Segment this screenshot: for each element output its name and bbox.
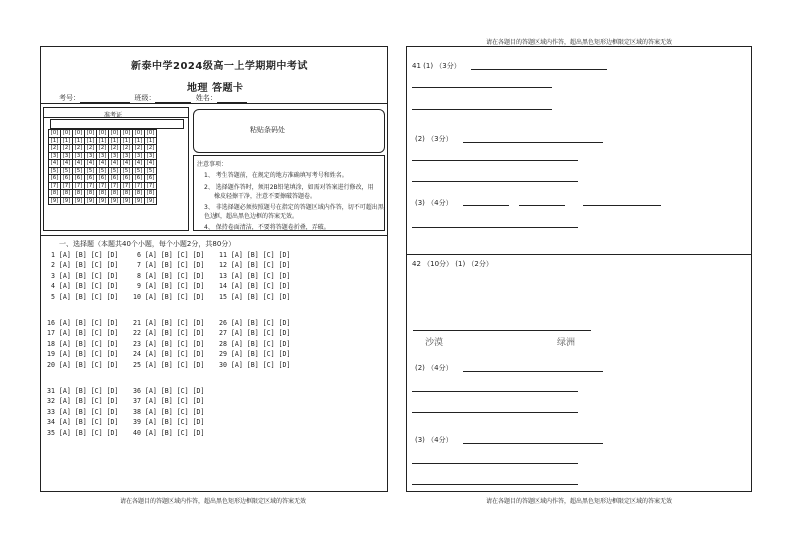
digit-bubble[interactable]: [1]: [121, 137, 133, 145]
mcq-question-3[interactable]: 3 [A] [B] [C] [D]: [47, 271, 119, 280]
mcq-question-38[interactable]: 38 [A] [B] [C] [D]: [133, 407, 205, 416]
mcq-question-10[interactable]: 10 [A] [B] [C] [D]: [133, 292, 205, 301]
mcq-question-26[interactable]: 26 [A] [B] [C] [D]: [219, 319, 291, 327]
digit-bubble[interactable]: [6]: [109, 175, 121, 183]
q42-line4[interactable]: [463, 443, 603, 444]
mcq-question-24[interactable]: 24 [A] [B] [C] [D]: [133, 350, 205, 359]
section-divider: [41, 235, 387, 236]
digit-bubble[interactable]: [8]: [109, 190, 121, 198]
note-3b: 框，超出黑色边框的答案无效。: [214, 213, 299, 220]
digit-bubble[interactable]: [4]: [109, 160, 121, 168]
digit-bubble[interactable]: [4]: [61, 160, 73, 168]
digit-bubble[interactable]: [0]: [121, 130, 133, 138]
exam-no-label: 考号：: [59, 94, 80, 102]
digit-bubble[interactable]: [2]: [97, 145, 109, 153]
digit-bubble[interactable]: [3]: [85, 152, 97, 160]
digit-bubble[interactable]: [6]: [73, 175, 85, 183]
digit-bubble[interactable]: [6]: [121, 175, 133, 183]
mcq-question-16[interactable]: 16 [A] [B] [C] [D]: [47, 319, 119, 327]
digit-bubble[interactable]: [7]: [97, 182, 109, 190]
header-divider: [41, 103, 387, 104]
digit-bubble[interactable]: [1]: [133, 137, 145, 145]
notes-title: 注意事项：: [197, 161, 228, 168]
digit-bubble[interactable]: [6]: [97, 175, 109, 183]
q41-line9[interactable]: [583, 205, 661, 206]
right-answer-panel: [406, 46, 752, 492]
mcq-question-40[interactable]: 40 [A] [B] [C] [D]: [133, 428, 205, 437]
q-divider: [407, 254, 751, 255]
digit-bubble[interactable]: [3]: [121, 152, 133, 160]
mcq-question-12[interactable]: 12 [A] [B] [C] [D]: [219, 261, 291, 270]
bottom-notice-left: 请在各题目的答题区域内作答，超出黑色矩形边框限定区域的答案无效: [120, 498, 307, 505]
q41-line1[interactable]: [471, 69, 607, 70]
mcq-question-21[interactable]: 21 [A] [B] [C] [D]: [133, 319, 205, 327]
digit-bubble[interactable]: [1]: [145, 137, 157, 145]
digit-bubble[interactable]: [6]: [145, 175, 157, 183]
mcq-question-35[interactable]: 35 [A] [B] [C] [D]: [47, 428, 119, 437]
digit-bubble[interactable]: [5]: [133, 167, 145, 175]
mcq-question-32[interactable]: 32 [A] [B] [C] [D]: [47, 397, 119, 406]
mcq-question-15[interactable]: 15 [A] [B] [C] [D]: [219, 292, 291, 301]
digit-bubble[interactable]: [3]: [97, 152, 109, 160]
mcq-question-4[interactable]: 4 [A] [B] [C] [D]: [47, 282, 119, 291]
digit-bubble[interactable]: [2]: [73, 145, 85, 153]
mcq-question-30[interactable]: 30 [A] [B] [C] [D]: [219, 360, 291, 369]
q42-diagram-line: [413, 330, 591, 331]
digit-bubble[interactable]: [3]: [109, 152, 121, 160]
q41-line6[interactable]: [412, 181, 578, 182]
digit-bubble[interactable]: [9]: [61, 197, 73, 205]
digit-bubble[interactable]: [5]: [85, 167, 97, 175]
digit-bubble[interactable]: [5]: [109, 167, 121, 175]
digit-bubble[interactable]: [1]: [85, 137, 97, 145]
mcq-question-31[interactable]: 31 [A] [B] [C] [D]: [47, 387, 119, 395]
mcq-question-33[interactable]: 33 [A] [B] [C] [D]: [47, 407, 119, 416]
digit-bubble[interactable]: [3]: [73, 152, 85, 160]
digit-bubble[interactable]: [5]: [145, 167, 157, 175]
q42-line3[interactable]: [412, 412, 578, 413]
q42-part1-label: 42 （10分） (1) （2分）: [412, 260, 493, 268]
digit-bubble[interactable]: [6]: [61, 175, 73, 183]
top-notice: 请在各题目的答题区域内作答，超出黑色矩形边框限定区域的答案无效: [486, 39, 673, 46]
class-field[interactable]: [155, 95, 191, 103]
q42-line2[interactable]: [412, 391, 578, 392]
digit-bubble[interactable]: [4]: [49, 160, 61, 168]
digit-bubble[interactable]: [7]: [85, 182, 97, 190]
mcq-question-14[interactable]: 14 [A] [B] [C] [D]: [219, 282, 291, 291]
digit-bubble[interactable]: [1]: [49, 137, 61, 145]
digit-bubble[interactable]: [6]: [133, 175, 145, 183]
mcq-question-39[interactable]: 39 [A] [B] [C] [D]: [133, 418, 205, 427]
q42-part3-label: (3) （4分）: [415, 436, 453, 444]
q42-line6[interactable]: [412, 484, 578, 485]
class-label: 班级：: [134, 94, 156, 102]
note-2: 2、 选择题作答时，须用2B铅笔填涂，如需对答案进行修改，用: [204, 184, 374, 191]
note-2b: 橡皮轻擦干净，注意不要擦破答题卷。: [214, 193, 317, 200]
section1-title: 一、选择题（本题共40个小题，每个小题2分，共80分）: [59, 240, 236, 248]
digit-bubble[interactable]: [7]: [109, 182, 121, 190]
bottom-notice-right: 请在各题目的答题区域内作答，超出黑色矩形边框限定区域的答案无效: [486, 498, 673, 505]
digit-bubble[interactable]: [7]: [61, 182, 73, 190]
digit-bubble[interactable]: [0]: [85, 130, 97, 138]
mcq-question-36[interactable]: 36 [A] [B] [C] [D]: [133, 387, 205, 395]
digit-bubble[interactable]: [9]: [109, 197, 121, 205]
mcq-question-23[interactable]: 23 [A] [B] [C] [D]: [133, 339, 205, 348]
digit-bubble[interactable]: [4]: [97, 160, 109, 168]
q42-part2-label: (2) （4分）: [415, 364, 453, 372]
digit-bubble[interactable]: [2]: [133, 145, 145, 153]
digit-bubble[interactable]: [9]: [97, 197, 109, 205]
digit-bubble[interactable]: [5]: [49, 167, 61, 175]
digit-bubble[interactable]: [8]: [85, 190, 97, 198]
digit-bubble[interactable]: [3]: [133, 152, 145, 160]
digit-bubble[interactable]: [3]: [61, 152, 73, 160]
admission-title: 准考证: [104, 112, 123, 119]
mcq-question-8[interactable]: 8 [A] [B] [C] [D]: [133, 271, 205, 280]
digit-bubble[interactable]: [6]: [85, 175, 97, 183]
mcq-question-13[interactable]: 13 [A] [B] [C] [D]: [219, 271, 291, 280]
digit-bubble[interactable]: [5]: [97, 167, 109, 175]
name-label: 姓名：: [195, 94, 217, 102]
digit-bubble[interactable]: [1]: [61, 137, 73, 145]
mcq-question-27[interactable]: 27 [A] [B] [C] [D]: [219, 329, 291, 338]
digit-bubble[interactable]: [1]: [97, 137, 109, 145]
digit-bubble[interactable]: [5]: [121, 167, 133, 175]
digit-bubble[interactable]: [5]: [61, 167, 73, 175]
q41-line8[interactable]: [519, 205, 565, 206]
mcq-question-28[interactable]: 28 [A] [B] [C] [D]: [219, 339, 291, 348]
desert-label: 沙漠: [425, 338, 444, 348]
mcq-question-29[interactable]: 29 [A] [B] [C] [D]: [219, 350, 291, 359]
note-1: 1、 考生答题前，在规定的地方准确填写考号和姓名。: [204, 172, 348, 179]
digit-bubble[interactable]: [8]: [145, 190, 157, 198]
digit-bubble[interactable]: [9]: [73, 197, 85, 205]
school-title: 新泰中学2024级高一上学期期中考试: [131, 61, 308, 72]
student-info-row: [59, 93, 247, 103]
mcq-question-2[interactable]: 2 [A] [B] [C] [D]: [47, 261, 119, 270]
name-field[interactable]: [217, 95, 247, 103]
q41-line7[interactable]: [463, 205, 509, 206]
oasis-label: 绿洲: [557, 338, 576, 348]
mcq-question-9[interactable]: 9 [A] [B] [C] [D]: [133, 282, 205, 291]
digit-bubble[interactable]: [4]: [145, 160, 157, 168]
digit-bubble[interactable]: [8]: [97, 190, 109, 198]
note-3: 3、 非选择题必须按照题号在指定的答题区域内作答，切不可超出黑色边: [204, 204, 384, 220]
digit-bubble[interactable]: [0]: [73, 130, 85, 138]
mcq-question-11[interactable]: 11 [A] [B] [C] [D]: [219, 251, 291, 259]
digit-bubble[interactable]: [2]: [121, 145, 133, 153]
digit-bubble[interactable]: [0]: [145, 130, 157, 138]
mcq-question-18[interactable]: 18 [A] [B] [C] [D]: [47, 339, 119, 348]
mcq-question-34[interactable]: 34 [A] [B] [C] [D]: [47, 418, 119, 427]
digit-bubble[interactable]: [9]: [49, 197, 61, 205]
q41-line4[interactable]: [463, 142, 603, 143]
mcq-question-25[interactable]: 25 [A] [B] [C] [D]: [133, 360, 205, 369]
mcq-question-19[interactable]: 19 [A] [B] [C] [D]: [47, 350, 119, 359]
subject-title: 地理 答题卡: [187, 83, 244, 94]
digit-bubble[interactable]: [0]: [133, 130, 145, 138]
digit-bubble[interactable]: [1]: [73, 137, 85, 145]
digit-bubble[interactable]: [9]: [145, 197, 157, 205]
digit-bubble[interactable]: [0]: [61, 130, 73, 138]
q41-part3-label: (3) （4分）: [415, 199, 453, 207]
digit-bubble[interactable]: [0]: [97, 130, 109, 138]
digit-bubble[interactable]: [9]: [85, 197, 97, 205]
admission-box: [43, 107, 189, 231]
mcq-question-17[interactable]: 17 [A] [B] [C] [D]: [47, 329, 119, 338]
digit-bubble[interactable]: [3]: [145, 152, 157, 160]
notes-box: [193, 155, 385, 231]
digit-bubble[interactable]: [4]: [133, 160, 145, 168]
digit-bubble[interactable]: [8]: [49, 190, 61, 198]
q41-line3[interactable]: [412, 109, 552, 110]
digit-bubble[interactable]: [5]: [73, 167, 85, 175]
digit-bubble[interactable]: [4]: [73, 160, 85, 168]
mcq-question-1[interactable]: 1 [A] [B] [C] [D]: [47, 251, 119, 259]
barcode-box: [193, 109, 385, 153]
digit-bubble[interactable]: [7]: [133, 182, 145, 190]
digit-bubble[interactable]: [1]: [109, 137, 121, 145]
digit-bubble[interactable]: [7]: [49, 182, 61, 190]
digit-bubble[interactable]: [7]: [145, 182, 157, 190]
digit-bubble[interactable]: [2]: [61, 145, 73, 153]
q42-line5[interactable]: [412, 463, 578, 464]
mcq-question-20[interactable]: 20 [A] [B] [C] [D]: [47, 360, 119, 369]
digit-bubble[interactable]: [8]: [133, 190, 145, 198]
digit-bubble[interactable]: [6]: [49, 175, 61, 183]
digit-bubble[interactable]: [2]: [85, 145, 97, 153]
q41-part1-label: 41 (1) （3分）: [412, 62, 461, 70]
digit-bubble[interactable]: [9]: [121, 197, 133, 205]
q41-line5[interactable]: [412, 160, 578, 161]
digit-bubble[interactable]: [4]: [121, 160, 133, 168]
digit-bubble[interactable]: [8]: [61, 190, 73, 198]
mcq-question-6[interactable]: 6 [A] [B] [C] [D]: [133, 251, 205, 259]
q41-line2[interactable]: [412, 87, 552, 88]
left-answer-panel: [40, 46, 388, 492]
digit-bubble[interactable]: [8]: [121, 190, 133, 198]
digit-bubble[interactable]: [0]: [109, 130, 121, 138]
digit-bubble[interactable]: [4]: [85, 160, 97, 168]
q42-line1[interactable]: [463, 371, 603, 372]
admission-digit-grid[interactable]: [48, 129, 157, 205]
mcq-question-22[interactable]: 22 [A] [B] [C] [D]: [133, 329, 205, 338]
digit-bubble[interactable]: [7]: [73, 182, 85, 190]
digit-bubble[interactable]: [2]: [109, 145, 121, 153]
digit-bubble[interactable]: [8]: [73, 190, 85, 198]
digit-bubble[interactable]: [7]: [121, 182, 133, 190]
mcq-question-7[interactable]: 7 [A] [B] [C] [D]: [133, 261, 205, 270]
q41-part2-label: (2) （3分）: [415, 135, 453, 143]
barcode-label: 粘贴条码处: [250, 126, 285, 134]
digit-bubble[interactable]: [2]: [145, 145, 157, 153]
digit-bubble[interactable]: [3]: [49, 152, 61, 160]
digit-bubble[interactable]: [2]: [49, 145, 61, 153]
exam-no-field[interactable]: [80, 95, 130, 103]
mcq-question-5[interactable]: 5 [A] [B] [C] [D]: [47, 292, 119, 301]
mcq-question-37[interactable]: 37 [A] [B] [C] [D]: [133, 397, 205, 406]
q41-line10[interactable]: [412, 227, 578, 228]
digit-bubble[interactable]: [9]: [133, 197, 145, 205]
digit-bubble[interactable]: [0]: [49, 130, 61, 138]
note-4: 4、 保持卷面清洁，不要将答题卷折叠，弄破。: [204, 224, 330, 231]
